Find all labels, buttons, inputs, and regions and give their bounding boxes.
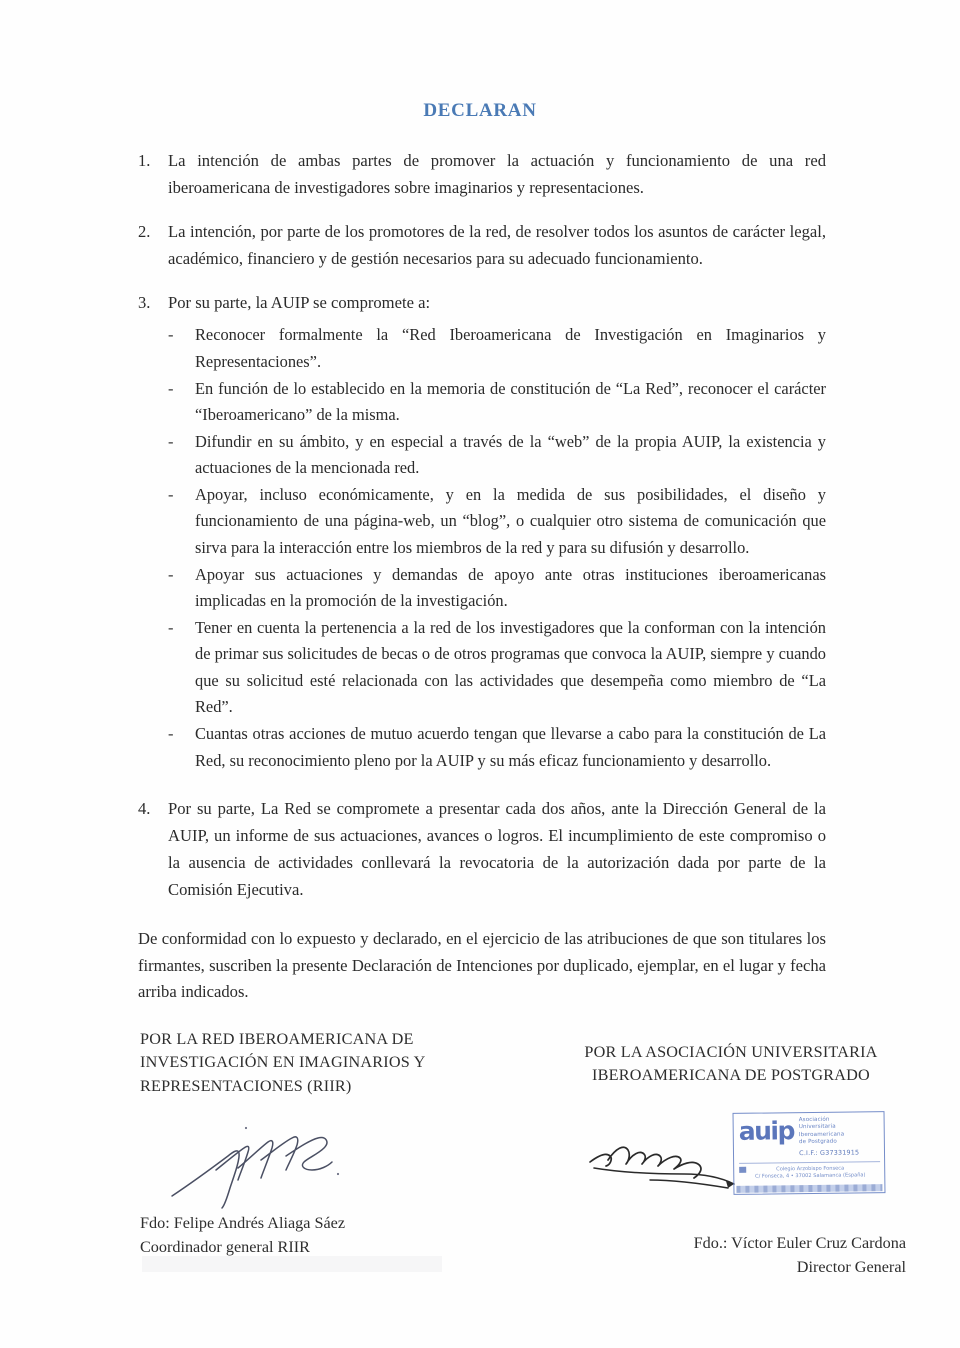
signer-left [140, 1211, 345, 1260]
commitment-text: Tener en cuenta la pertenencia a la red de los investigadores que la conforman con la intención de primar sus solicitudes de becas o de otros programas que convoca la AUIP, siempre y cuando que su solicitud esté relacionada con las actividades que desempeña como miembro de “La Red”. [195, 617, 826, 717]
clause-number-4: 4. [138, 799, 151, 819]
clause-number-2: 2. [138, 221, 151, 241]
clause-number-3: 3. [138, 292, 151, 312]
dash-bullet-icon: - [168, 431, 174, 451]
signer-left-role: Coordinador general RIIR [140, 1238, 310, 1257]
handwritten-signature-right [588, 1138, 748, 1200]
clause-item-1 [138, 148, 826, 202]
signature-heading-left-line-3: REPRESENTACIONES (RIIR) [140, 1076, 352, 1095]
stamp-org-line-4: de Postgrado [798, 1138, 837, 1146]
stamp-org-line-1: Asociación [798, 1116, 830, 1124]
stamp-address-line-2: C/ Fonseca, 4 • 37002 Salamanca (España) [754, 1172, 866, 1180]
signature-heading-left [140, 1028, 470, 1098]
commitment-text: Cuantas otras acciones de mutuo acuerdo tengan que llevarse a cabo para la constitución de La Red, su reconocimiento pleno por la AUIP y su más eficaz funcionamiento y desarrollo. [195, 724, 826, 770]
closing-paragraph: De conformidad con lo expuesto y declarado, en el ejercicio de las atribuciones de que son titulares los firmantes, suscriben la presente Declaración de Intenciones por duplicado, ejemplar, en el lugar y fecha arriba indicados. [138, 928, 826, 1002]
document-body [138, 148, 826, 1006]
stamp-org-line-2: Universitaria [798, 1124, 836, 1131]
stamp-address-line-1: Colegio Arzobispo Fonseca [776, 1165, 845, 1173]
commitments-list [168, 322, 826, 774]
clause-text-1: La intención de ambas partes de promover la actuación y funcionamiento de una red iberoamericana de investigadores sobre imaginarios y representaciones. [168, 151, 826, 197]
list-item [168, 721, 826, 774]
clause-text-3: Por su parte, la AUIP se compromete a: [168, 292, 431, 312]
dash-bullet-icon: - [168, 325, 174, 345]
signer-left-name: Fdo: Felipe Andrés Aliaga Sáez [140, 1214, 346, 1232]
stamp-content [733, 1111, 886, 1195]
commitment-text: Reconocer formalmente la “Red Iberoamericana de Investigación en Imaginarios y Representaciones”. [195, 325, 826, 371]
signer-right [556, 1231, 906, 1280]
dash-bullet-icon: - [168, 564, 174, 584]
signature-heading-right [556, 1041, 906, 1088]
list-item [168, 562, 826, 615]
clause-item-3 [138, 290, 826, 317]
commitment-text: Apoyar, incluso económicamente, y en la medida de sus posibilidades, el diseño y funcionamiento de una página-web, un “blog”, o cualquier otro sistema de comunicación que sirva para la interacción entre los miembros de la red y para su difusión y desarrollo. [195, 484, 826, 557]
stamp-address-block [739, 1165, 881, 1180]
commitment-text: Apoyar sus actuaciones y demandas de apoyo ante otras instituciones iberoamericanas implicadas en la promoción de la investigación. [195, 564, 826, 611]
dash-bullet-icon: - [168, 617, 174, 637]
auip-logo: auip [738, 1116, 795, 1146]
page-title: DECLARAN [423, 100, 537, 121]
signature-heading-right-line-2: IBEROAMERICANA DE POSTGRADO [592, 1066, 870, 1085]
stamp-org-line-3: Iberoamericana [798, 1131, 845, 1138]
auip-stamp [733, 1111, 886, 1195]
list-item [168, 376, 826, 429]
list-item [168, 322, 826, 375]
commitment-text: Difundir en su ámbito, y en especial a través de la “web” de la propia AUIP, la existencia y actuaciones de la mencionada red. [195, 431, 826, 478]
dash-bullet-icon: - [168, 378, 174, 398]
commitment-text: En función de lo establecido en la memoria de constitución de “La Red”, reconocer el carácter “Iberoamericano” de la misma. [195, 378, 826, 425]
signer-right-role: Director General [796, 1258, 906, 1277]
clause-text-2: La intención, por parte de los promotores de la red, de resolver todos los asuntos de carácter legal, académico, financiero y de gestión necesarios para su adecuado funcionamiento. [168, 221, 826, 268]
clause-text-4: Por su parte, La Red se compromete a presentar cada dos años, ante la Dirección General de la AUIP, un informe de sus actuaciones, avances o logros. El incumplimiento de este compromiso o la ausencia de actividades conllevará la revocatoria de la autorización dada por parte de la Comisión Ejecutiva. [168, 799, 826, 899]
list-item [168, 615, 826, 721]
dash-bullet-icon: - [168, 484, 174, 504]
handwritten-signature-left [168, 1118, 378, 1210]
stamp-cif: C.I.F.: G37331915 [799, 1148, 860, 1157]
dash-bullet-icon: - [168, 724, 174, 744]
stamp-org-block [799, 1116, 860, 1194]
list-item [168, 429, 826, 482]
clause-number-1: 1. [138, 151, 151, 170]
signature-heading-right-line-1: POR LA ASOCIACIÓN UNIVERSITARIA [584, 1043, 878, 1061]
signer-right-name: Fdo.: Víctor Euler Cruz Cardona [693, 1234, 906, 1252]
signature-heading-left-line-2: INVESTIGACIÓN EN IMAGINARIOS Y [140, 1053, 426, 1072]
list-item [168, 482, 826, 562]
clause-item-2 [138, 219, 826, 273]
clause-item-4 [138, 796, 826, 904]
signature-heading-left-line-1: POR LA RED IBEROAMERICANA DE [140, 1030, 414, 1048]
